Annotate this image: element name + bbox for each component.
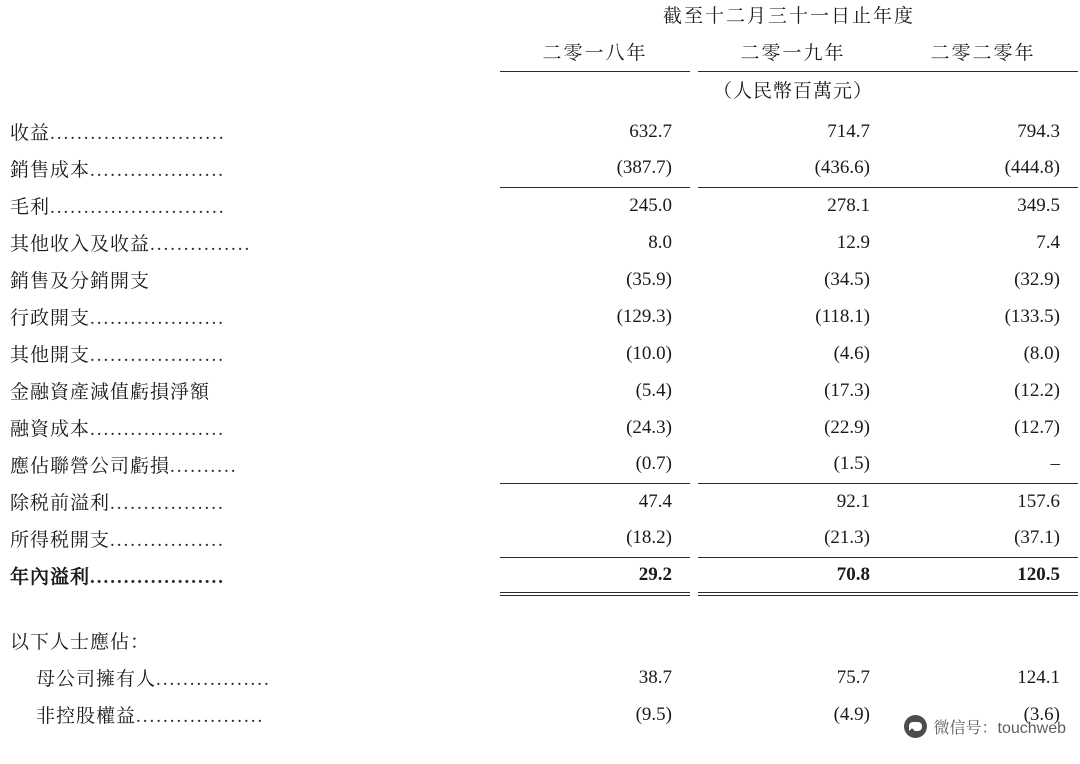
table-row	[10, 409, 1078, 446]
currency-gap-left	[500, 72, 690, 114]
currency-unit-note: （人民幣百萬元）	[712, 81, 873, 102]
value-year-2: (4.6)	[833, 342, 870, 364]
row-label	[10, 520, 500, 557]
value-year-2: (22.9)	[824, 416, 870, 438]
section-title-spacer	[698, 622, 888, 659]
row-label	[10, 298, 500, 335]
value-year-3: 157.6	[1017, 490, 1061, 512]
wechat-icon	[904, 715, 927, 738]
table-row	[10, 520, 1078, 557]
row-label-text: 金融資產減值虧損淨額	[10, 382, 211, 403]
row-label	[10, 696, 500, 733]
row-label	[10, 187, 500, 224]
value-year-3: (3.6)	[1023, 703, 1061, 725]
section-title-spacer	[888, 622, 1078, 659]
row-label-text: 銷售及分銷開支	[10, 271, 151, 292]
currency-gap-mid	[690, 72, 698, 114]
table-row	[10, 446, 1078, 483]
value-year-3: –	[888, 446, 1078, 483]
leader-dots: ....................	[90, 345, 226, 366]
table-row	[10, 483, 1078, 520]
watermark	[904, 715, 1067, 738]
value-year-3: 124.1	[1017, 666, 1061, 688]
value-year-1: 632.7	[629, 120, 672, 142]
column-gap	[690, 409, 698, 446]
header-years-spacer	[10, 34, 500, 72]
table-row	[10, 372, 1078, 409]
value-year-3: (37.1)	[888, 520, 1078, 557]
table-row	[10, 150, 1078, 187]
leader-dots: ....................	[90, 419, 226, 440]
value-year-2: 12.9	[836, 231, 870, 253]
value-year-1: (0.7)	[500, 446, 690, 483]
value-year-3: (32.9)	[1014, 268, 1061, 290]
column-gap	[690, 520, 698, 557]
row-label-text: 除税前溢利	[10, 493, 111, 514]
column-gap	[690, 696, 698, 733]
row-label-text: 毛利	[10, 197, 51, 218]
value-year-2: 70.8	[698, 557, 888, 594]
row-label	[10, 659, 500, 696]
column-gap	[690, 659, 698, 696]
row-label	[10, 409, 500, 446]
row-label-text: 母公司擁有人	[36, 669, 157, 690]
column-gap	[690, 335, 698, 372]
header-currency-row	[10, 72, 1078, 114]
leader-dots: ....................	[90, 160, 226, 181]
value-year-2: 92.1	[836, 490, 870, 512]
header-spacer	[10, 0, 500, 34]
value-year-1: 29.2	[500, 557, 690, 594]
row-label	[10, 446, 500, 483]
leader-dots: ...............	[150, 234, 252, 255]
leader-dots: ..........	[170, 456, 238, 477]
value-year-3: (444.8)	[888, 150, 1078, 187]
row-label-text: 所得税開支	[10, 530, 111, 551]
currency-spacer	[10, 72, 500, 114]
value-year-3: 7.4	[1036, 231, 1061, 253]
value-year-3: (8.0)	[1023, 342, 1061, 364]
value-year-3: 120.5	[888, 557, 1078, 594]
column-header-year-3: 二零二零年	[888, 34, 1078, 72]
column-gap	[690, 150, 698, 187]
table-row	[10, 557, 1078, 594]
watermark-text: 微信号：touchweb	[933, 720, 1066, 737]
value-year-3: (12.2)	[1014, 379, 1061, 401]
column-gap	[690, 372, 698, 409]
income-statement-table	[10, 0, 1078, 733]
leader-dots: .................	[156, 669, 271, 690]
column-gap	[690, 261, 698, 298]
section-spacer	[10, 594, 1078, 622]
table-row	[10, 659, 1078, 696]
currency-gap-right	[888, 72, 1078, 114]
value-year-2: (436.6)	[698, 150, 888, 187]
row-label	[10, 335, 500, 372]
table-row	[10, 261, 1078, 298]
leader-dots: ..........................	[50, 123, 226, 144]
row-label-text: 融資成本	[10, 419, 91, 440]
value-year-3: (133.5)	[1004, 305, 1061, 327]
value-year-1: 245.0	[629, 194, 672, 216]
value-year-3: 794.3	[1017, 120, 1061, 142]
value-year-2: (34.5)	[824, 268, 870, 290]
value-year-1: 38.7	[638, 666, 672, 688]
row-label-text: 行政開支	[10, 308, 91, 329]
column-gap	[690, 298, 698, 335]
row-label	[10, 150, 500, 187]
leader-dots: ....................	[90, 567, 226, 588]
row-label-text: 其他開支	[10, 345, 91, 366]
row-label	[10, 483, 500, 520]
value-year-1: (18.2)	[500, 520, 690, 557]
table-body	[10, 113, 1078, 733]
value-year-2: 278.1	[827, 194, 870, 216]
column-gap	[690, 187, 698, 224]
table-row	[10, 187, 1078, 224]
row-label	[10, 261, 500, 298]
value-year-1: 47.4	[638, 490, 672, 512]
value-year-3: 349.5	[1017, 194, 1061, 216]
section-title: 以下人士應佔：	[10, 632, 151, 653]
column-gap	[690, 557, 698, 594]
header-period-label: 截至十二月三十一日止年度	[663, 6, 916, 27]
row-label	[10, 557, 500, 594]
column-gap	[690, 446, 698, 483]
header-years-row	[10, 34, 1078, 72]
value-year-1: (24.3)	[626, 416, 672, 438]
value-year-2: 75.7	[836, 666, 870, 688]
column-header-year-2: 二零一九年	[698, 34, 888, 72]
value-year-2: (21.3)	[698, 520, 888, 557]
value-year-2: (118.1)	[815, 305, 870, 327]
row-label-text: 銷售成本	[10, 160, 91, 181]
column-gap	[690, 483, 698, 520]
value-year-2: (17.3)	[824, 379, 870, 401]
leader-dots: ....................	[90, 308, 226, 329]
value-year-2: (4.9)	[833, 703, 870, 725]
table-header	[10, 0, 1078, 113]
value-year-1: (387.7)	[500, 150, 690, 187]
leader-dots: .................	[110, 530, 225, 551]
table-row	[10, 113, 1078, 150]
row-label-text: 應佔聯營公司虧損	[10, 456, 171, 477]
row-label-text: 其他收入及收益	[10, 234, 151, 255]
value-year-2: 714.7	[827, 120, 870, 142]
value-year-3: (12.7)	[1014, 416, 1061, 438]
value-year-1: (9.5)	[635, 703, 672, 725]
column-gap	[690, 113, 698, 150]
section-title-row	[10, 622, 1078, 659]
value-year-1: (5.4)	[635, 379, 672, 401]
column-gap	[690, 224, 698, 261]
row-label-text: 年內溢利	[10, 567, 91, 588]
row-label	[10, 113, 500, 150]
section-title-spacer	[690, 622, 698, 659]
row-label-text: 非控股權益	[36, 706, 137, 727]
value-year-1: 8.0	[648, 231, 672, 253]
leader-dots: .................	[110, 493, 225, 514]
value-year-1: (129.3)	[616, 305, 672, 327]
table-row	[10, 335, 1078, 372]
leader-dots: ..........................	[50, 197, 226, 218]
header-period-row	[10, 0, 1078, 34]
value-year-2: (1.5)	[698, 446, 888, 483]
table-row	[10, 298, 1078, 335]
section-title-spacer	[500, 622, 690, 659]
table-row	[10, 224, 1078, 261]
column-header-year-1: 二零一八年	[500, 34, 690, 72]
header-col-gap	[690, 34, 698, 72]
value-year-1: (10.0)	[626, 342, 672, 364]
row-label	[10, 372, 500, 409]
row-label	[10, 224, 500, 261]
row-label-text: 收益	[10, 123, 51, 144]
leader-dots: ...................	[136, 706, 265, 727]
value-year-1: (35.9)	[626, 268, 672, 290]
